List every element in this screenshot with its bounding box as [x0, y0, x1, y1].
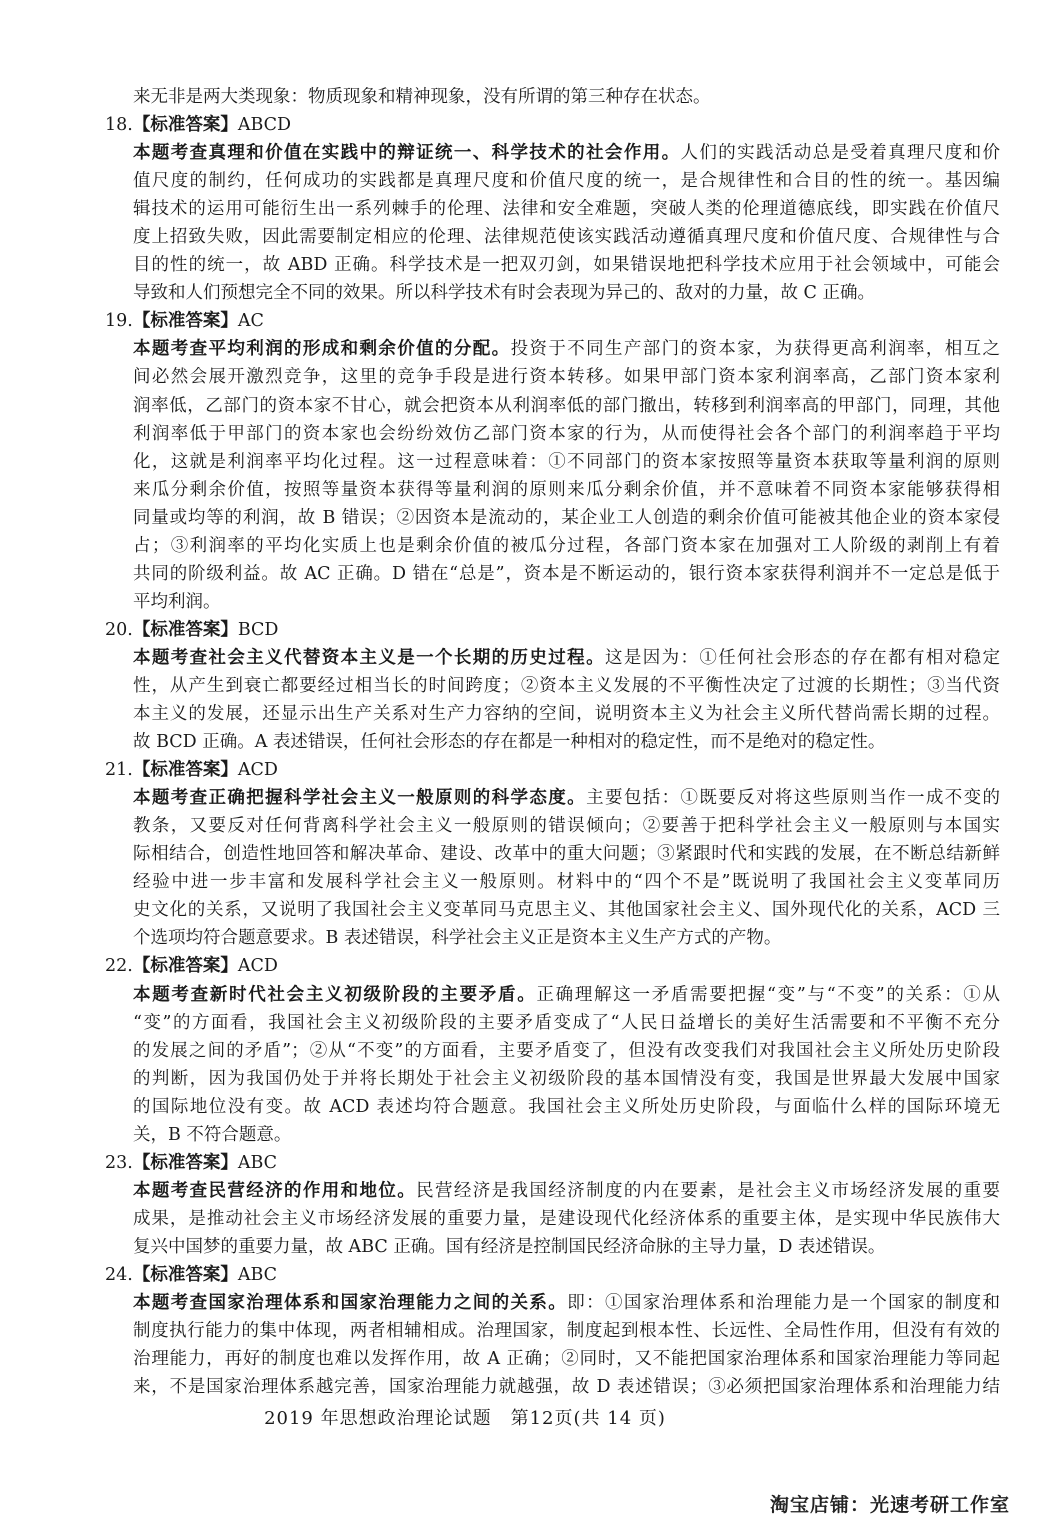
explanation-line: 成果，是推动社会主义市场经济发展的重要力量，是建设现代化经济体系的重要主体，是实现中华民族伟大	[133, 1208, 1000, 1229]
explanation-line: 目的性的统一，故 ABD 正确。科学技术是一把双刃剑，如果错误地把科学技术应用于社会领域中，可能会	[133, 255, 1000, 276]
answer-value: ABC	[237, 1264, 278, 1285]
explanation-line: 治理能力，再好的制度也难以发挥作用，故 A 正确；②同时，又不能把国家治理体系和国家治理能力等同起	[133, 1349, 1000, 1370]
explanation-text: 投资于不同生产部门的资本家，为获得更高利润率，相互之	[510, 339, 1000, 360]
explanation-line: 的判断，因为我国仍处于并将长期处于社会主义初级阶段的基本国情没有变，我国是世界最大发展中国家	[133, 1068, 1000, 1089]
question-number: 23.	[105, 1152, 133, 1173]
explanation-line	[133, 644, 1000, 672]
explanation-line: 的发展之间的矛盾”；②从“不变”的方面看，主要矛盾变了，但没有改变我们对我国社会主义所处历史阶段	[133, 1040, 1000, 1061]
explanation-line: 经验中进一步丰富和发展科学社会主义一般原则。材料中的“四个不是”既说明了我国社会主义变革同历	[133, 872, 1000, 893]
explanation-line: 度上招致失败，因此需要制定相应的伦理、法律规范使该实践活动遵循真理尺度和价值尺度、合规律性与合	[133, 227, 1000, 248]
question-18	[105, 111, 1000, 307]
explanation-line: 值尺度的制约，任何成功的实践都是真理尺度和价值尺度的统一，是合规律性和合目的性的统一。基因编	[133, 171, 1000, 192]
explanation-line: 际相结合，创造性地回答和解决革命、建设、改革中的重大问题；③紧跟时代和实践的发展，在不断总结新鲜	[133, 844, 1000, 865]
explanation-line: 间必然会展开激烈竞争，这里的竞争手段是进行资本转移。如果甲部门资本家利润率高，乙部门资本家利	[133, 367, 1000, 388]
explanation-line: 教条，又要反对任何背离科学社会主义一般原则的错误倾向；②要善于把科学社会主义一般原则与本国实	[133, 816, 1000, 837]
page-footer: 2019 年思想政治理论试题 第12页(共 14 页)	[264, 1408, 666, 1429]
question-number: 20.	[105, 619, 133, 640]
question-number: 24.	[105, 1264, 133, 1285]
answer-label: 【标准答案】	[132, 1152, 238, 1173]
explanation-line: “变”的方面看，我国社会主义初级阶段的主要矛盾变成了“人民日益增长的美好生活需要和不平衡不充分	[133, 1012, 1000, 1033]
explanation-line	[133, 1289, 1000, 1317]
explanation-line	[133, 1177, 1000, 1205]
question-list	[105, 111, 1000, 1401]
answer-value: AC	[237, 311, 264, 332]
topic-summary: 本题考查国家治理体系和国家治理能力之间的关系。	[133, 1293, 568, 1314]
answer-explanations	[105, 83, 1000, 1401]
explanation-line: 辑技术的运用可能衍生出一系列棘手的伦理、法律和安全难题，突破人类的伦理道德底线，即实践在价值尺	[133, 199, 1000, 220]
explanation-line: 制度执行能力的集中体现，两者相辅相成。治理国家，制度起到根本性、长远性、全局性作用，但没有有效的	[133, 1321, 1000, 1342]
answer-header	[105, 952, 1000, 980]
answer-header	[105, 756, 1000, 784]
question-22	[105, 952, 1000, 1148]
explanation-line: 来瓜分剩余价值，按照等量资本获得等量利润的原则来瓜分剩余价值，并不意味着不同资本家能够获得相	[133, 479, 1000, 500]
answer-label: 【标准答案】	[132, 1264, 238, 1285]
explanation-text: 正确理解这一矛盾需要把握“变”与“不变”的关系：①从	[536, 984, 1000, 1005]
answer-value: ABCD	[237, 115, 292, 136]
explanation-line	[133, 981, 1000, 1009]
explanation-line: 性，从产生到衰亡都要经过相当长的时间跨度；②资本主义发展的不平衡性决定了过渡的长期性；③当代资	[133, 675, 1000, 696]
question-20	[105, 616, 1000, 756]
explanation-line: 共同的阶级利益。故 AC 正确。D 错在“总是”，资本是不断运动的，银行资本家获得利润并不一定总是低于	[133, 563, 1000, 584]
explanation-text: 人们的实践活动总是受着真理尺度和价	[680, 143, 1000, 164]
explanation-line: 的国际地位没有变。故 ACD 表述均符合题意。我国社会主义所处历史阶段，与面临什么样的国际环境无	[133, 1096, 1000, 1117]
question-23	[105, 1149, 1000, 1261]
answer-label: 【标准答案】	[132, 619, 238, 640]
question-number: 22.	[105, 956, 133, 977]
explanation-line: 利润率低于甲部门的资本家也会纷纷效仿乙部门资本家的行为，从而使得社会各个部门的利润率趋于平均	[133, 423, 1000, 444]
answer-value: ACD	[237, 956, 278, 977]
explanation-line: 本主义的发展，还显示出生产关系对生产力容纳的空间，说明资本主义为社会主义所代替尚需长期的过程。	[133, 704, 1000, 725]
explanation-line: 复兴中国梦的重要力量，故 ABC 正确。国有经济是控制国民经济命脉的主导力量，D 表述错误。	[133, 1236, 886, 1257]
answer-header	[105, 307, 1000, 335]
explanation-line: 导致和人们预想完全不同的效果。所以科学技术有时会表现为异己的、敌对的力量，故 C 正确。	[133, 283, 876, 304]
question-24	[105, 1261, 1000, 1401]
answer-label: 【标准答案】	[132, 115, 238, 136]
explanation-line: 个选项均符合题意要求。B 表述错误，科学社会主义正是资本主义生产方式的产物。	[133, 928, 782, 949]
answer-header	[105, 1261, 1000, 1289]
explanation-text: 民营经济是我国经济制度的内在要素，是社会主义市场经济发展的重要	[416, 1180, 1000, 1201]
explanation-line	[133, 335, 1000, 363]
answer-value: ABC	[237, 1152, 278, 1173]
answer-header	[105, 111, 1000, 139]
shop-watermark: 淘宝店铺：光速考研工作室	[769, 1494, 1010, 1516]
explanation-line: 史文化的关系，又说明了我国社会主义变革同马克思主义、其他国家社会主义、国外现代化的关系，ACD 三	[133, 900, 1000, 921]
explanation-line	[133, 139, 1000, 167]
explanation-line: 平均利润。	[133, 591, 221, 612]
explanation-line: 来，不是国家治理体系越完善，国家治理能力就越强，故 D 表述错误；③必须把国家治理体系和治理能力结	[133, 1377, 1000, 1398]
explanation-line: 润率低，乙部门的资本家不甘心，就会把资本从利润率低的部门撤出，转移到利润率高的甲部门，同理，其他	[133, 395, 1000, 416]
question-number: 21.	[105, 760, 133, 781]
explanation-line	[133, 784, 1000, 812]
answer-value: BCD	[237, 619, 279, 640]
topic-summary: 本题考查社会主义代替资本主义是一个长期的历史过程。	[133, 647, 605, 668]
answer-header	[105, 616, 1000, 644]
question-19	[105, 307, 1000, 616]
question-number: 18.	[105, 115, 133, 136]
answer-value: ACD	[237, 760, 278, 781]
question-number: 19.	[105, 311, 133, 332]
topic-summary: 本题考查真理和价值在实践中的辩证统一、科学技术的社会作用。	[133, 143, 681, 164]
explanation-text: 这是因为：①任何社会形态的存在都有相对稳定	[604, 647, 1000, 668]
answer-label: 【标准答案】	[132, 311, 238, 332]
explanation-text: 主要包括：①既要反对将这些原则当作一成不变的	[586, 788, 1000, 809]
topic-summary: 本题考查新时代社会主义初级阶段的主要矛盾。	[133, 984, 537, 1005]
explanation-text: 即：①国家治理体系和治理能力是一个国家的制度和	[567, 1293, 1000, 1314]
question-21	[105, 756, 1000, 952]
topic-summary: 本题考查平均利润的形成和剩余价值的分配。	[133, 339, 511, 360]
explanation-line: 关，B 不符合题意。	[133, 1124, 292, 1145]
explanation-line: 占；③利润率的平均化实质上也是剩余价值的被瓜分过程，各部门资本家在加强对工人阶级的剥削上有着	[133, 535, 1000, 556]
explanation-line: 化，这就是利润率平均化过程。这一过程意味着：①不同部门的资本家按照等量资本获取等量利润的原则	[133, 451, 1000, 472]
explanation-line: 同量或均等的利润，故 B 错误；②因资本是流动的，某企业工人创造的剩余价值可能被其他企业的资本家侵	[133, 507, 1000, 528]
topic-summary: 本题考查正确把握科学社会主义一般原则的科学态度。	[133, 788, 587, 809]
explanation-line: 故 BCD 正确。A 表述错误，任何社会形态的存在都是一种相对的稳定性，而不是绝对的稳定性。	[133, 732, 886, 753]
answer-label: 【标准答案】	[132, 760, 238, 781]
topic-summary: 本题考查民营经济的作用和地位。	[133, 1180, 417, 1201]
intro-line: 来无非是两大类现象：物质现象和精神现象，没有所谓的第三种存在状态。	[133, 87, 711, 107]
answer-header	[105, 1149, 1000, 1177]
answer-label: 【标准答案】	[132, 956, 238, 977]
